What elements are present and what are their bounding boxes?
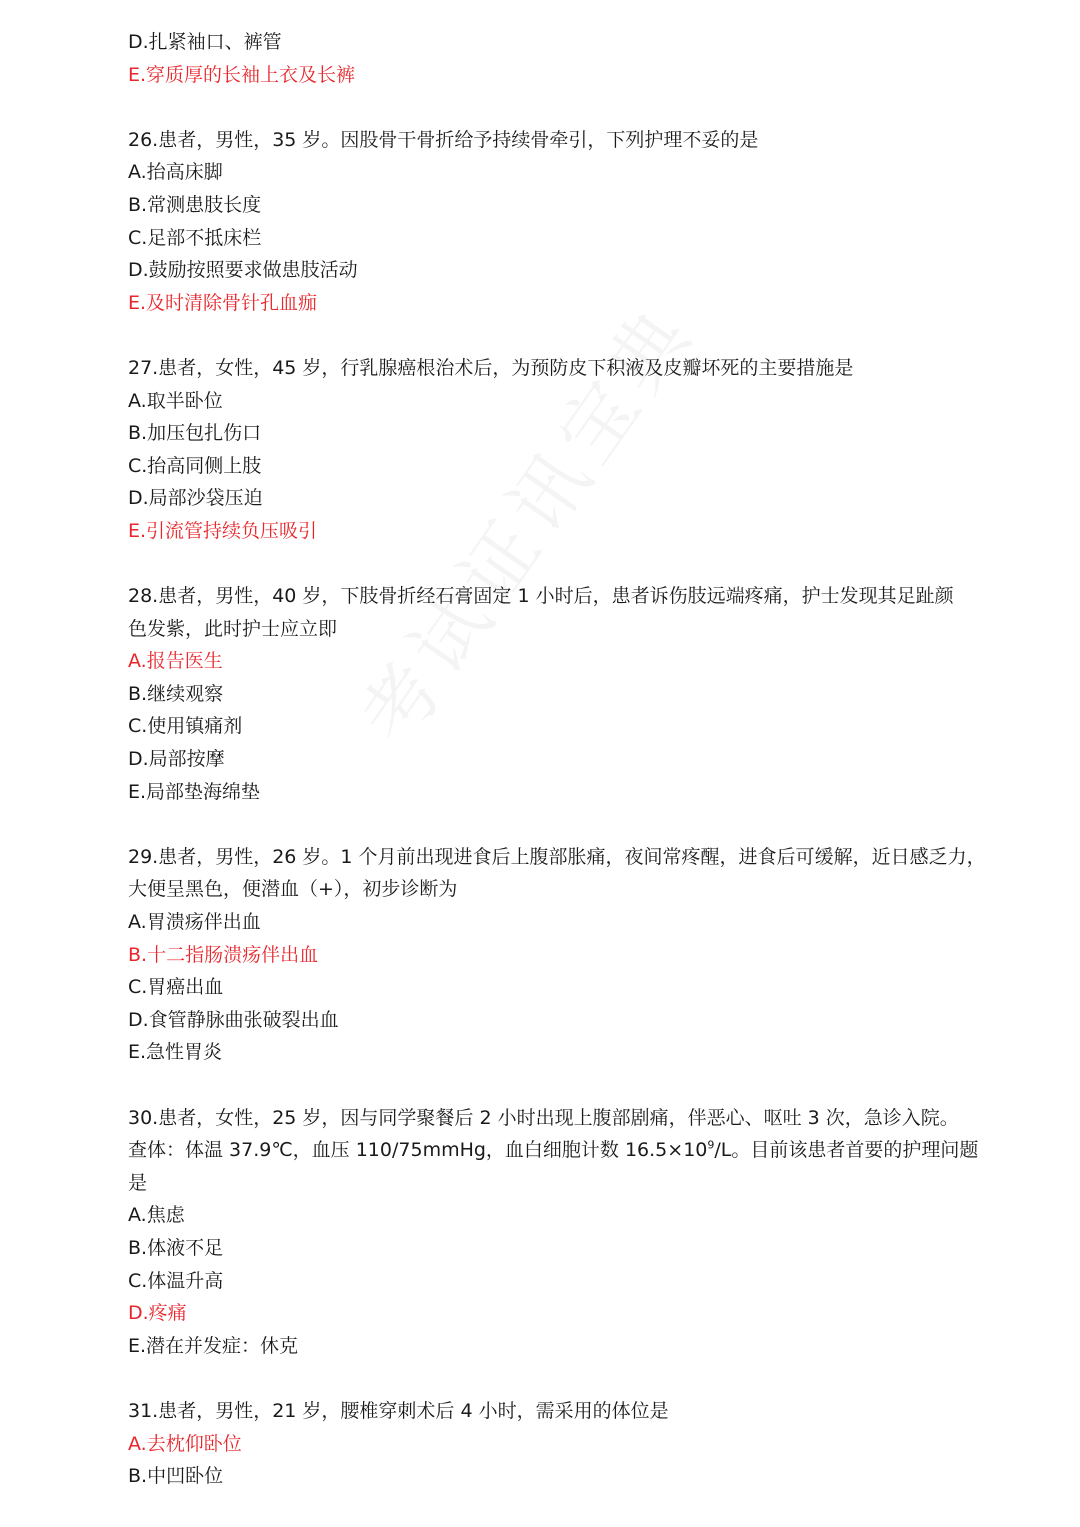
option-a-correct: A.去枕仰卧位 xyxy=(128,1432,242,1455)
option-a: A.胃溃疡伴出血 xyxy=(128,911,261,934)
option-b-correct: B.十二指肠溃疡伴出血 xyxy=(128,943,319,966)
option-a: A.焦虑 xyxy=(128,1204,185,1227)
option-e-correct: E.引流管持续负压吸引 xyxy=(128,519,318,542)
option-c: C.胃癌出血 xyxy=(128,976,224,999)
option-a: A.抬高床脚 xyxy=(128,161,223,184)
option-e-correct: E.及时清除骨针孔血痂 xyxy=(128,291,318,314)
question-29 xyxy=(128,841,986,1069)
question-stem-line-1: 29.患者，男性，26 岁。1 个月前出现进食后上腹部胀痛，夜间常疼醒，进食后可缓解，近日感乏力， xyxy=(128,845,986,868)
question-30 xyxy=(128,1102,979,1363)
option-b: B.继续观察 xyxy=(128,682,224,705)
option-b: B.常测患肢长度 xyxy=(128,193,262,216)
question-stem: 26.患者，男性，35 岁。因股骨干骨折给予持续骨牵引，下列护理不妥的是 xyxy=(128,128,759,151)
question-stem-line-1: 30.患者，女性，25 岁，因与同学聚餐后 2 小时出现上腹部剧痛，伴恶心、呕吐 3 次，急诊入院。 xyxy=(128,1106,959,1129)
option-c: C.抬高同侧上肢 xyxy=(128,454,262,477)
option-a: A.取半卧位 xyxy=(128,389,223,412)
option-e: E.潜在并发症：休克 xyxy=(128,1334,299,1357)
question-stem-line-2: 色发紫，此时护士应立即 xyxy=(128,617,338,640)
option-a-correct: A.报告医生 xyxy=(128,650,223,673)
question-26 xyxy=(128,124,958,320)
stem-text-before: 查体：体温 37.9℃，血压 110/75mmHg，血白细胞计数 16.5×10 xyxy=(128,1139,708,1162)
question-stem-line-3: 是 xyxy=(128,1171,148,1194)
option-e: E.急性胃炎 xyxy=(128,1041,223,1064)
question-page xyxy=(128,26,986,1493)
option-c: C.足部不抵床栏 xyxy=(128,226,262,249)
option-b: B.体液不足 xyxy=(128,1236,224,1259)
option-c: C.使用镇痛剂 xyxy=(128,715,243,738)
option-d: D.鼓励按照要求做患肢活动 xyxy=(128,259,358,282)
question-stem-line-2: 大便呈黑色，便潜血（+），初步诊断为 xyxy=(128,878,458,901)
option-d-correct: D.疼痛 xyxy=(128,1302,187,1325)
question-stem: 27.患者，女性，45 岁，行乳腺癌根治术后，为预防皮下积液及皮瓣坏死的主要措施是 xyxy=(128,356,854,379)
option-d: D.局部按摩 xyxy=(128,748,225,771)
question-stem-line-2 xyxy=(128,1134,979,1167)
option-d: D.食管静脉曲张破裂出血 xyxy=(128,1008,339,1031)
question-31 xyxy=(128,1395,958,1493)
question-25-tail xyxy=(128,26,958,91)
question-27 xyxy=(128,352,958,548)
option-b: B.中凹卧位 xyxy=(128,1465,224,1488)
exponent: 9 xyxy=(707,1138,715,1152)
option-e-correct: E.穿质厚的长袖上衣及长裤 xyxy=(128,63,356,86)
option-e: E.局部垫海绵垫 xyxy=(128,780,261,803)
option-c: C.体温升高 xyxy=(128,1269,224,1292)
stem-text-after: /L。目前该患者首要的护理问题 xyxy=(714,1139,979,1162)
question-stem-line-1: 28.患者，男性，40 岁，下肢骨折经石膏固定 1 小时后，患者诉伤肢远端疼痛，护士发现其足趾颜 xyxy=(128,585,954,608)
option-d: D.扎紧袖口、裤管 xyxy=(128,31,282,53)
question-stem: 31.患者，男性，21 岁，腰椎穿刺术后 4 小时，需采用的体位是 xyxy=(128,1399,669,1422)
option-d: D.局部沙袋压迫 xyxy=(128,487,263,510)
option-b: B.加压包扎伤口 xyxy=(128,422,262,445)
question-28 xyxy=(128,580,958,808)
